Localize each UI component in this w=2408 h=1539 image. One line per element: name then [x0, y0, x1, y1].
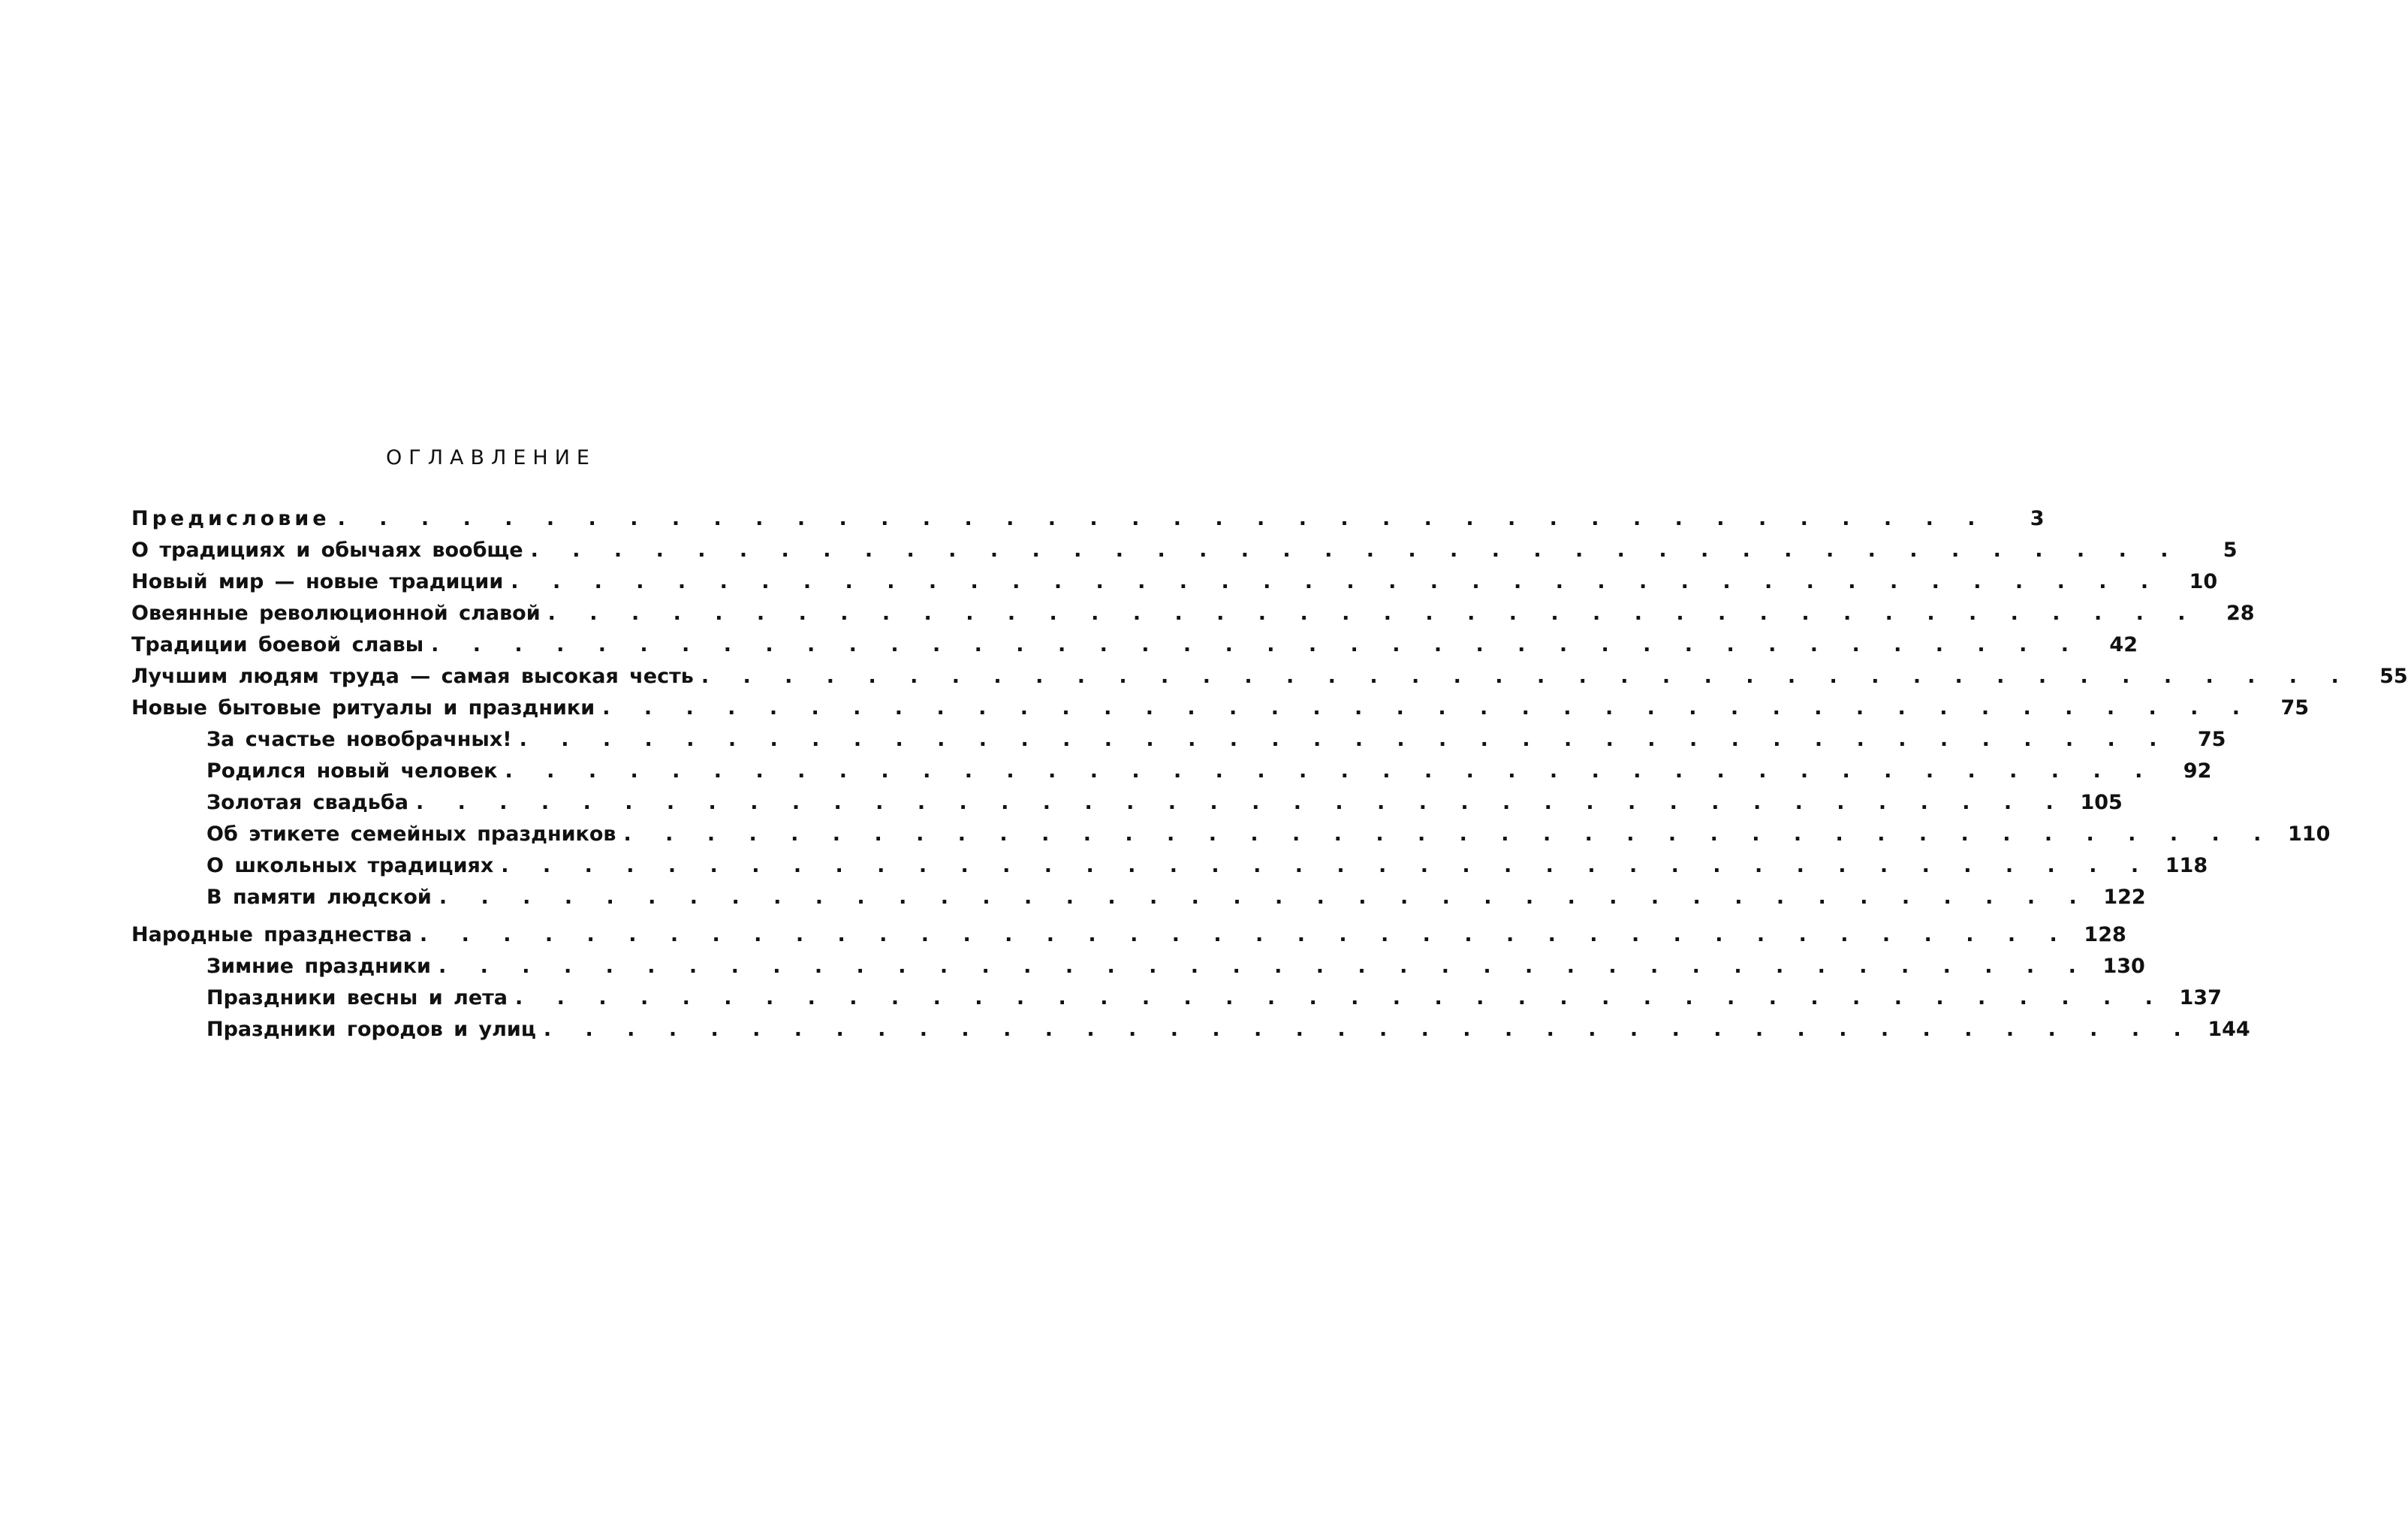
toc-entry-page-number: 5 — [2223, 539, 2238, 562]
dot-leader: . . . . . . . . . . . . . . . . . . . . . . . . . . . . . . . . . . . . . . . . — [501, 854, 2153, 877]
toc-entry-label: Лучшим людям труда — самая высокая честь — [131, 665, 694, 688]
toc-entry-page-number: 3 — [2030, 507, 2045, 530]
toc-entry-label: Золотая свадьба — [206, 791, 408, 814]
toc-entry-page-number: 55 — [2379, 665, 2408, 688]
toc-entry — [131, 661, 2408, 693]
dot-leader: . . . . . . . . . . . . . . . . . . . . . . . . . . . . . . . . . . . . . . . . — [547, 602, 2199, 625]
toc-entry-page-number: 42 — [2109, 633, 2138, 656]
toc-entry — [131, 819, 2331, 850]
dot-leader: . . . . . . . . . . . . . . . . . . . . . . . . . . . . . . . . . . . . . . . . — [543, 1018, 2195, 1041]
toc-entry-label: О традициях и обычаях вообще — [131, 539, 523, 562]
toc-entry-page-number: 110 — [2288, 822, 2331, 846]
dot-leader: . . . . . . . . . . . . . . . . . . . . . . . . . . . . . . . . . . . . . . . . — [602, 696, 2254, 720]
toc-entry — [131, 756, 2212, 787]
dot-leader: . . . . . . . . . . . . . . . . . . . . . . . . . . . . . . . . . . . . . . . . — [515, 986, 2166, 1009]
toc-entry — [131, 951, 2145, 982]
toc-entry-page-number: 128 — [2084, 923, 2126, 946]
toc-entry-page-number: 105 — [2080, 791, 2123, 814]
toc-entry — [131, 724, 2226, 756]
toc-entry-page-number: 75 — [2280, 696, 2310, 720]
toc-entry — [131, 629, 2138, 661]
toc-entry-page-number: 75 — [2197, 728, 2226, 751]
toc-entry — [131, 566, 2218, 598]
toc-entry-page-number: 10 — [2189, 570, 2218, 593]
toc-entry — [131, 503, 2045, 535]
toc-entry-label: Праздники городов и улиц — [206, 1018, 536, 1041]
toc-entry-label: Традиции боевой славы — [131, 633, 424, 656]
toc-entry-page-number: 130 — [2102, 955, 2145, 978]
toc-entry-page-number: 122 — [2103, 886, 2146, 909]
dot-leader: . . . . . . . . . . . . . . . . . . . . . . . . . . . . . . . . . . . . . . . . — [701, 665, 2352, 688]
dot-leader: . . . . . . . . . . . . . . . . . . . . . . . . . . . . . . . . . . . . . . . . — [337, 507, 1989, 530]
toc-entry — [131, 919, 2126, 951]
dot-leader: . . . . . . . . . . . . . . . . . . . . . . . . . . . . . . . . . . . . . . . . — [519, 728, 2171, 751]
toc-entry-label: Праздники весны и лета — [206, 986, 508, 1009]
toc-entry-page-number: 118 — [2165, 854, 2208, 877]
toc-entry — [131, 598, 2255, 629]
dot-leader: . . . . . . . . . . . . . . . . . . . . . . . . . . . . . . . . . . . . . . . . — [438, 955, 2090, 978]
toc-entry-page-number: 92 — [2183, 759, 2212, 783]
toc-entry-page-number: 144 — [2208, 1018, 2250, 1041]
dot-leader: . . . . . . . . . . . . . . . . . . . . . . . . . . . . . . . . . . . . . . . . — [511, 570, 2162, 593]
dot-leader: . . . . . . . . . . . . . . . . . . . . . . . . . . . . . . . . . . . . . . . . — [431, 633, 2082, 656]
toc-entry-page-number: 28 — [2226, 602, 2255, 625]
toc-entry-label: Овеянные революционной славой — [131, 602, 541, 625]
toc-entry — [131, 850, 2208, 882]
toc-entry-label: Новый мир — новые традиции — [131, 570, 504, 593]
toc-entry-label: Предисловие — [131, 507, 330, 530]
dot-leader: . . . . . . . . . . . . . . . . . . . . . . . . . . . . . . . . . . . . . . . . — [623, 822, 2275, 846]
toc-entry — [131, 787, 2123, 819]
table-of-contents — [131, 503, 2408, 1046]
dot-leader: . . . . . . . . . . . . . . . . . . . . . . . . . . . . . . . . . . . . . . . . — [530, 539, 2182, 562]
toc-entry-label: Об этикете семейных праздников — [206, 822, 616, 846]
toc-entry-label: Новые бытовые ритуалы и праздники — [131, 696, 595, 720]
toc-entry — [131, 882, 2146, 913]
toc-entry-page-number: 137 — [2179, 986, 2222, 1009]
toc-entry — [131, 693, 2310, 724]
toc-entry-label: В памяти людской — [206, 886, 432, 909]
dot-leader: . . . . . . . . . . . . . . . . . . . . . . . . . . . . . . . . . . . . . . . . — [419, 923, 2071, 946]
dot-leader: . . . . . . . . . . . . . . . . . . . . . . . . . . . . . . . . . . . . . . . . — [439, 886, 2090, 909]
toc-entry-label: Родился новый человек — [206, 759, 498, 783]
toc-entry-label: О школьных традициях — [206, 854, 494, 877]
toc-entry-label: Народные празднества — [131, 923, 412, 946]
toc-entry-label: За счастье новобрачных! — [206, 728, 512, 751]
toc-entry-label: Зимние праздники — [206, 955, 431, 978]
toc-entry — [131, 982, 2222, 1014]
dot-leader: . . . . . . . . . . . . . . . . . . . . . . . . . . . . . . . . . . . . . . . . — [415, 791, 2067, 814]
toc-entry — [131, 1014, 2250, 1046]
page-title: ОГЛАВЛЕНИЕ — [386, 446, 596, 469]
dot-leader: . . . . . . . . . . . . . . . . . . . . . . . . . . . . . . . . . . . . . . . . — [505, 759, 2156, 783]
toc-entry — [131, 535, 2238, 566]
